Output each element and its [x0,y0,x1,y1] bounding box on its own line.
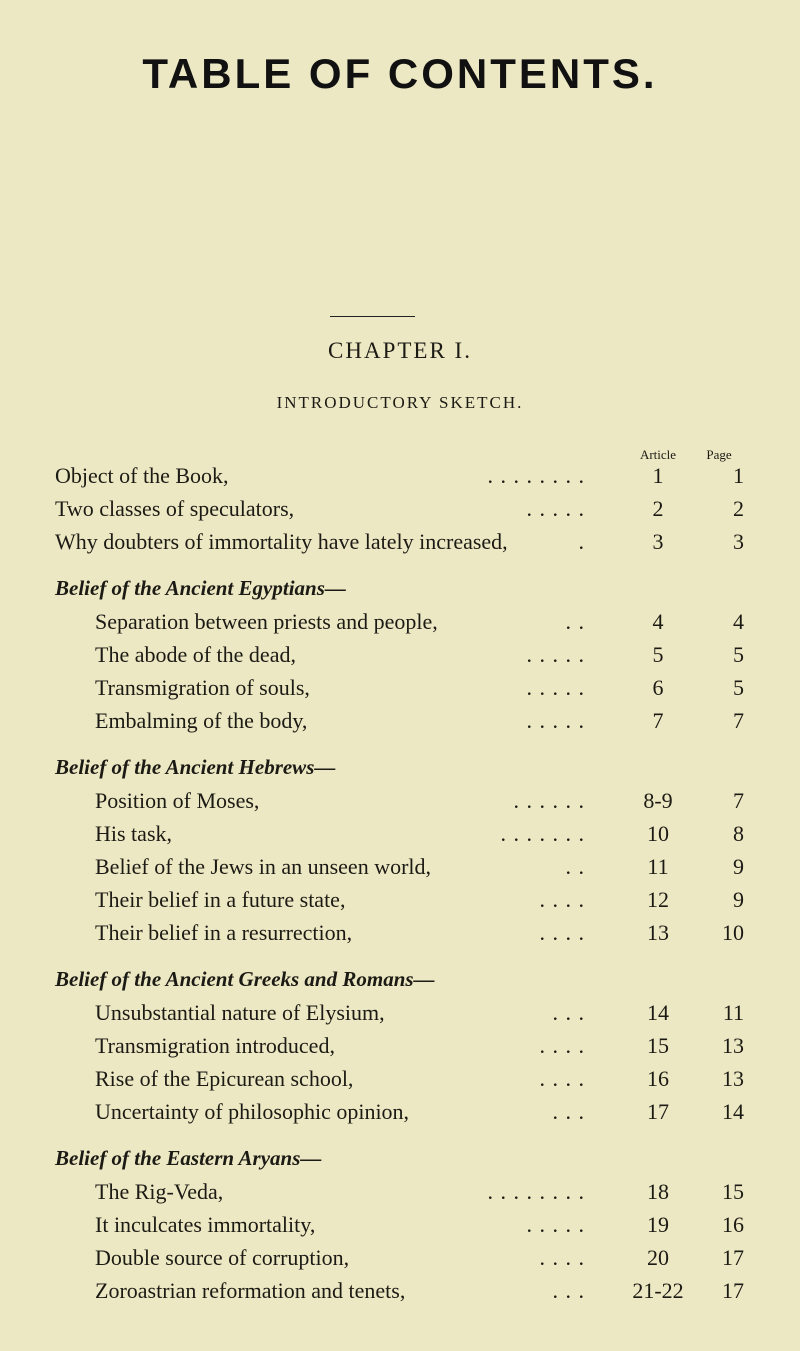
leader-dots: . . . . [539,1033,585,1058]
section-heading: Belief of the Ancient Hebrews— [55,755,336,779]
article-number: 11 [647,854,669,879]
chapter-subtitle: INTRODUCTORY SKETCH. [276,393,524,412]
leader-dots: . . . . . . . [500,821,585,846]
toc-entry [0,1029,800,1062]
page-number: 2 [733,496,744,521]
toc-entry [0,817,800,850]
toc-entry [0,525,800,558]
page-number: 3 [733,529,744,554]
leader-dots: . . . . . [526,1212,585,1237]
toc-entry [0,916,800,949]
entry-title: Double source of corruption, [95,1245,350,1270]
toc-entry [0,704,800,737]
leader-dots: . . . . . . . . [487,463,585,488]
toc-entry [0,996,800,1029]
toc-entry [0,1095,800,1128]
article-number: 17 [647,1099,669,1124]
leader-dots: . . . . [539,887,585,912]
page-title: TABLE OF CONTENTS. [142,50,658,97]
article-column-header: Article [639,447,677,462]
entry-title: It inculcates immortality, [95,1212,316,1237]
toc-entry [0,492,800,525]
page-number: 7 [733,788,744,813]
toc-entry [0,459,800,492]
page-number: 5 [733,675,744,700]
entry-title: Rise of the Epicurean school, [95,1066,354,1091]
leader-dots: . . . [552,1099,585,1124]
page-number: 7 [733,708,744,733]
entry-title: Uncertainty of philosophic opinion, [95,1099,410,1124]
leader-dots: . . . . . [526,496,585,521]
table-of-contents [0,459,800,1307]
toc-entry [0,1208,800,1241]
page-number: 10 [722,920,744,945]
leader-dots: . . . . . . . . [487,1179,585,1204]
leader-dots: . . . . . . [513,788,585,813]
leader-dots: . . . [552,1278,585,1303]
article-number: 18 [647,1179,669,1204]
entry-title: Transmigration introduced, [95,1033,335,1058]
article-number: 19 [647,1212,669,1237]
page-number: 4 [733,609,744,634]
page-number: 5 [733,642,744,667]
article-number: 12 [647,887,669,912]
article-number: 14 [647,1000,669,1025]
article-number: 6 [652,675,664,700]
article-number: 20 [647,1245,669,1270]
title-divider [330,316,415,317]
article-number: 4 [652,609,664,634]
entry-title: His task, [95,821,172,846]
leader-dots: . . [565,854,585,879]
article-number: 21-22 [632,1278,684,1303]
toc-entry [0,1241,800,1274]
chapter-heading: CHAPTER I. [328,338,472,363]
toc-entry [0,883,800,916]
toc-entry [0,605,800,638]
page-number: 17 [722,1245,744,1270]
toc-entry [0,671,800,704]
toc-entry [0,784,800,817]
entry-title: The abode of the dead, [95,642,296,667]
entry-title: Two classes of speculators, [55,496,295,521]
leader-dots: . [578,529,585,554]
toc-entry [0,1175,800,1208]
page-number: 9 [733,887,744,912]
entry-title: Object of the Book, [55,463,229,488]
leader-dots: . . . . [539,920,585,945]
page-number: 8 [733,821,744,846]
page-number: 15 [722,1179,744,1204]
article-number: 8-9 [643,788,673,813]
entry-title: Zoroastrian reformation and tenets, [95,1278,406,1303]
section-heading: Belief of the Ancient Greeks and Romans— [55,967,435,991]
leader-dots: . . . . . [526,708,585,733]
entry-title: Transmigration of souls, [95,675,310,700]
entry-title: Their belief in a future state, [95,887,346,912]
leader-dots: . . . . . [526,642,585,667]
toc-entry [0,1062,800,1095]
leader-dots: . . . . [539,1066,585,1091]
leader-dots: . . . . [539,1245,585,1270]
article-number: 1 [652,463,664,488]
page-column-header: Page [706,447,732,462]
entry-title: Position of Moses, [95,788,260,813]
article-number: 3 [652,529,664,554]
entry-title: Unsubstantial nature of Elysium, [95,1000,385,1025]
leader-dots: . . . . . [526,675,585,700]
article-number: 7 [652,708,664,733]
entry-title: Belief of the Jews in an unseen world, [95,854,432,879]
toc-entry [0,850,800,883]
article-number: 15 [647,1033,669,1058]
entry-title: Separation between priests and people, [95,609,438,634]
page-number: 1 [733,463,744,488]
entry-title: Why doubters of immortality have lately increased, [55,529,508,554]
article-number: 10 [647,821,669,846]
toc-entry [0,1274,800,1307]
leader-dots: . . [565,609,585,634]
article-number: 5 [652,642,664,667]
leader-dots: . . . [552,1000,585,1025]
toc-entry [0,638,800,671]
page-number: 13 [722,1033,744,1058]
page-number: 14 [722,1099,744,1124]
page-number: 11 [722,1000,744,1025]
section-heading: Belief of the Eastern Aryans— [55,1146,322,1170]
page-number: 9 [733,854,744,879]
entry-title: The Rig-Veda, [95,1179,224,1204]
entry-title: Embalming of the body, [95,708,308,733]
entry-title: Their belief in a resurrection, [95,920,353,945]
page-number: 13 [722,1066,744,1091]
page-number: 17 [722,1278,744,1303]
page-number: 16 [722,1212,744,1237]
article-number: 13 [647,920,669,945]
article-number: 16 [647,1066,669,1091]
section-heading: Belief of the Ancient Egyptians— [55,576,346,600]
article-number: 2 [652,496,664,521]
